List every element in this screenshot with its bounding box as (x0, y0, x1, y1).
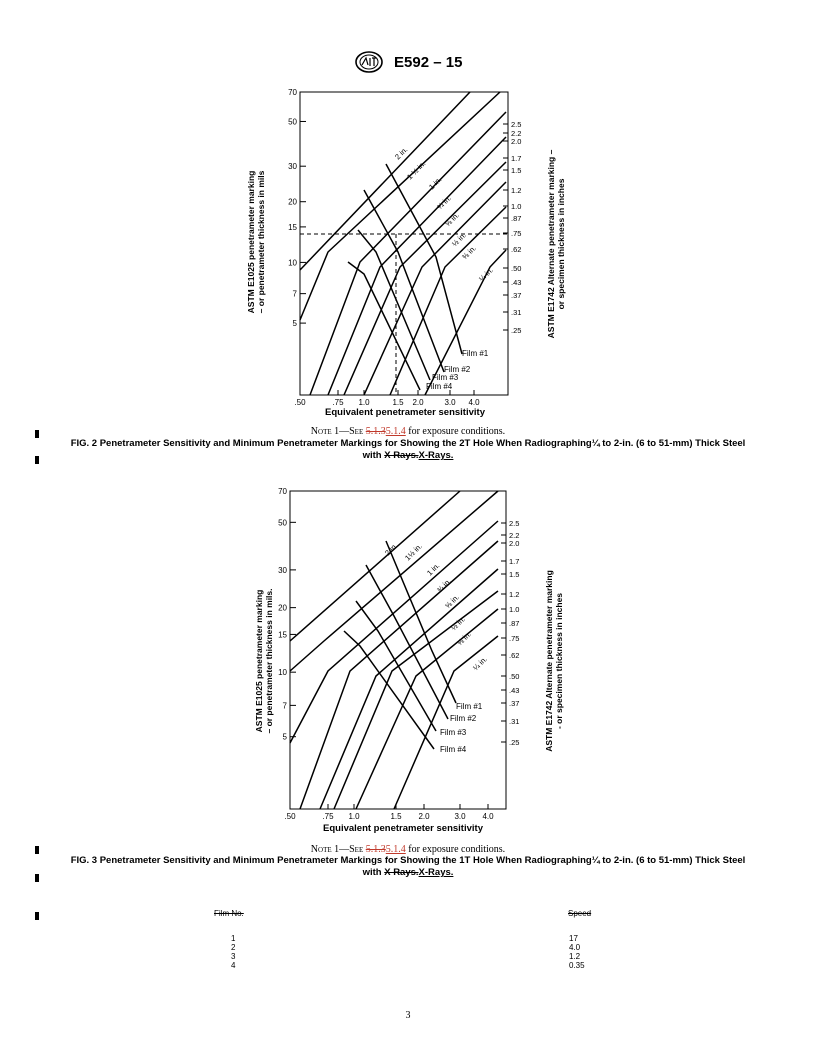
film-label: Film #4 (440, 745, 467, 754)
left-tick-label: 7 (292, 289, 297, 299)
film-curve (386, 164, 462, 354)
thickness-label: 1½ in. (403, 541, 424, 563)
astm-logo-icon (354, 50, 384, 74)
left-tick-label: 10 (278, 668, 287, 678)
thickness-label: ¾ in. (435, 193, 453, 212)
film-label: Film #4 (426, 382, 453, 391)
y2-axis-label-line: ASTM E1742 Alternate penetrameter marking – (546, 149, 556, 339)
right-tick-label: .62 (509, 651, 520, 660)
note-inserted-ref[interactable]: 5.1.4 (385, 426, 406, 437)
figure-2-caption-text: FIG. 2 Penetrameter Sensitivity and Minimum Penetrameter Markings for Showing the 2T Hole When Radiographing¼ to 2-in. (6 to 51-mm) Thick Steel with (70, 438, 746, 461)
right-tick-label: .75 (511, 229, 522, 238)
y2-axis-label (546, 149, 566, 338)
film-label: Film #3 (440, 728, 467, 737)
thickness-label: ¼ in. (477, 265, 495, 284)
figure-2-caption (70, 438, 746, 462)
film-label: Film #1 (456, 702, 483, 711)
thickness-label: 1 in. (427, 175, 444, 192)
right-tick-label: 2.2 (509, 531, 520, 540)
left-tick-label: 50 (288, 117, 297, 127)
thickness-label: ⅝ in. (443, 210, 461, 229)
figure-3-caption-text: FIG. 3 Penetrameter Sensitivity and Minimum Penetrameter Markings for Showing the 1T Hole When Radiographing¼ to 2-in. (6 to 51-mm) Thick Steel with (70, 855, 746, 878)
y2-axis-label-line: or specimen thickness in inches (556, 178, 566, 310)
right-tick-label: .43 (509, 686, 520, 695)
right-tick-label: .87 (509, 619, 520, 628)
right-tick-label: .50 (509, 672, 520, 681)
y2-axis-label-line: ASTM E1742 Alternate penetrameter marking (544, 570, 554, 752)
left-tick-label: 5 (282, 732, 287, 742)
y2-axis-label (544, 570, 564, 752)
thickness-curve (300, 92, 500, 320)
right-tick-label: 1.0 (509, 605, 520, 614)
thickness-label: ⅜ in. (460, 243, 478, 262)
page-number: 3 (405, 1010, 411, 1021)
note-deleted-ref[interactable]: 5.1.3 (365, 844, 386, 855)
left-tick-label: 70 (288, 88, 297, 97)
left-tick-label: 70 (278, 487, 287, 496)
left-tick-label: 15 (278, 630, 287, 640)
figure-3-caption (70, 855, 746, 879)
y-axis-label (254, 588, 274, 733)
left-tick-label: 20 (288, 197, 297, 207)
x-tick-label: 1.0 (348, 812, 360, 821)
right-tick-label: .62 (511, 245, 522, 254)
right-tick-label: 1.5 (509, 570, 520, 579)
table-row (0, 961, 816, 971)
y-axis-label-line: – or penetrameter thickness in mils. (264, 588, 274, 734)
note-prefix: Note 1—See (310, 426, 366, 437)
thickness-label: ½ in. (450, 230, 468, 249)
change-bar (35, 456, 39, 464)
right-tick-label: .37 (509, 699, 520, 708)
thickness-label: ⅝ in. (443, 592, 461, 611)
right-tick-label: 2.5 (511, 120, 522, 129)
note-prefix: Note 1—See (310, 844, 366, 855)
x-tick-label: 2.0 (412, 398, 424, 407)
change-bar (35, 430, 39, 438)
left-tick-label: 7 (282, 701, 287, 711)
thickness-label: ½ in. (449, 614, 467, 633)
speed-cell: 17 (569, 934, 578, 943)
right-tick-label: 2.2 (511, 129, 522, 138)
right-tick-label: 1.7 (509, 557, 520, 566)
film-no-cell: 1 (231, 934, 236, 943)
film-no-cell: 2 (231, 943, 236, 952)
figure-3-caption-inserted: X-Rays. (418, 867, 454, 878)
document-designation: E592 – 15 (394, 53, 463, 71)
x-tick-label: 3.0 (454, 812, 466, 821)
x-tick-label: .50 (284, 812, 296, 821)
film-label: Film #1 (462, 349, 489, 358)
x-tick-label: 4.0 (482, 812, 494, 821)
right-tick-label: 2.0 (511, 137, 522, 146)
y2-axis-label-line: - or specimen thickness in inches (554, 592, 564, 730)
right-tick-label: 1.7 (511, 154, 522, 163)
film-label: Film #3 (432, 373, 459, 382)
figure-2-caption-deleted: X Rays. (384, 450, 419, 461)
left-tick-label: 5 (292, 319, 297, 329)
page-header (0, 50, 816, 74)
thickness-label: ⅜ in. (455, 629, 473, 648)
right-tick-label: .50 (511, 264, 522, 273)
figure-2-note (0, 426, 816, 437)
thickness-label: 2 in. (383, 541, 400, 558)
speed-cell: 1.2 (569, 952, 581, 961)
thickness-curve (334, 591, 498, 809)
right-tick-label: 1.2 (511, 186, 522, 195)
x-tick-label: 1.5 (390, 812, 402, 821)
right-tick-label: 2.5 (509, 519, 520, 528)
left-tick-label: 50 (278, 518, 287, 528)
thickness-label: 1 ½ in. (405, 159, 428, 182)
left-tick-label: 15 (288, 222, 297, 232)
x-tick-label: .75 (322, 812, 334, 821)
right-tick-label: 1.5 (511, 166, 522, 175)
left-tick-label: 20 (278, 603, 287, 613)
y-axis-label-line: – or penetrameter thickness in mils (256, 170, 266, 314)
thickness-curve (300, 541, 498, 809)
figure-3-caption-deleted: X Rays. (384, 867, 419, 878)
right-tick-label: 2.0 (509, 539, 520, 548)
note-suffix: for exposure conditions. (405, 426, 506, 437)
x-tick-label: 1.5 (392, 398, 404, 407)
film-label: Film #2 (450, 714, 477, 723)
right-tick-label: 1.2 (509, 590, 520, 599)
right-tick-label: 1.0 (511, 202, 522, 211)
note-deleted-ref[interactable]: 5.1.3 (365, 426, 386, 437)
left-tick-label: 30 (288, 162, 297, 172)
right-tick-label: .87 (511, 214, 522, 223)
plot-frame (290, 491, 506, 809)
thickness-label: ¼ in. (471, 654, 489, 673)
figure-2-caption-inserted: X-Rays. (418, 450, 454, 461)
x-tick-label: 3.0 (444, 398, 456, 407)
x-tick-label: 1.0 (358, 398, 370, 407)
x-axis-label: Equivalent penetrameter sensitivity (325, 407, 485, 418)
x-axis-label: Equivalent penetrameter sensitivity (323, 823, 483, 834)
right-tick-label: .31 (511, 308, 522, 317)
speed-cell: 0.35 (569, 961, 585, 970)
figure-3-chart (248, 481, 588, 841)
x-tick-label: .50 (294, 398, 306, 407)
change-bar (35, 874, 39, 882)
left-tick-label: 10 (288, 258, 297, 268)
right-tick-label: .43 (511, 278, 522, 287)
speed-cell: 4.0 (569, 943, 581, 952)
change-bar (35, 912, 39, 920)
table-header-speed: Speed (568, 909, 592, 918)
thickness-label: 1 in. (425, 561, 442, 578)
right-tick-label: .25 (509, 738, 520, 747)
x-tick-label: 4.0 (468, 398, 480, 407)
film-no-cell: 4 (231, 961, 236, 970)
thickness-label: 2 in. (393, 145, 410, 162)
thickness-curve (290, 491, 498, 671)
film-no-cell: 3 (231, 952, 236, 961)
film-label: Film #2 (444, 365, 471, 374)
thickness-label: ¾ in. (435, 576, 453, 595)
note-suffix: for exposure conditions. (405, 844, 506, 855)
y-axis-label-line: ASTM E1025 penetrameter marking (246, 170, 256, 314)
right-tick-label: .37 (511, 291, 522, 300)
x-tick-label: 2.0 (418, 812, 430, 821)
right-tick-label: .25 (511, 326, 522, 335)
change-bar (35, 846, 39, 854)
table-header-film-no: Film No. (214, 909, 244, 918)
y-axis-label (246, 170, 266, 313)
left-tick-label: 30 (278, 565, 287, 575)
note-inserted-ref[interactable]: 5.1.4 (385, 844, 406, 855)
figure-3-note (0, 844, 816, 855)
right-tick-label: .31 (509, 717, 520, 726)
y-axis-label-line: ASTM E1025 penetrameter marking (254, 589, 264, 733)
right-tick-label: .75 (509, 634, 520, 643)
figure-2-chart (240, 82, 590, 420)
x-tick-label: .75 (332, 398, 344, 407)
